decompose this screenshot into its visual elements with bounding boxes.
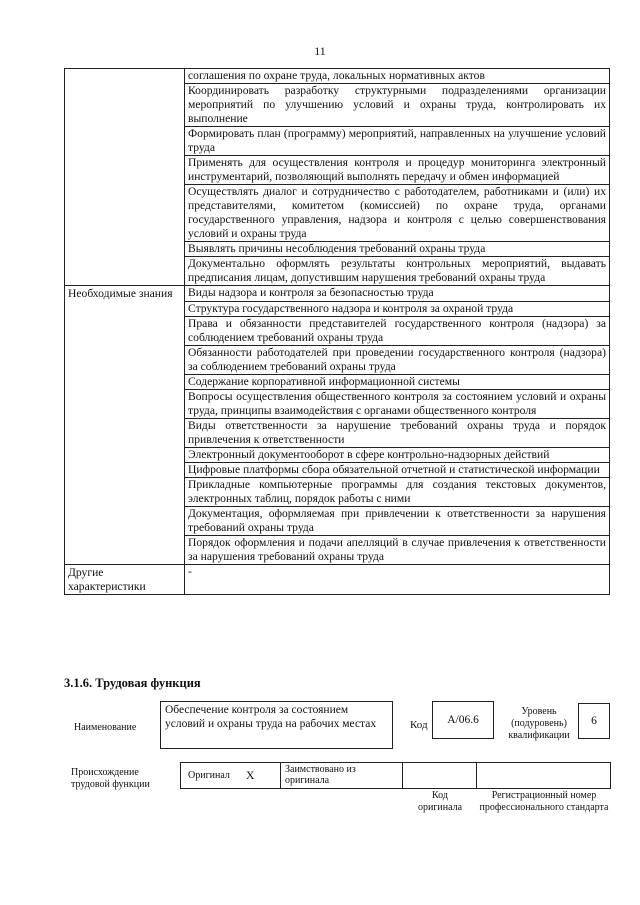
category-cell (65, 185, 185, 242)
category-cell (65, 84, 185, 127)
reg-number-caption: Регистрационный номер профессионального стандарта (479, 790, 609, 813)
table-row (65, 242, 610, 257)
table-row (65, 477, 610, 506)
level-label: Уровень (подуровень) квалификации (508, 706, 570, 741)
item-cell: - (185, 564, 610, 594)
table-row (65, 462, 610, 477)
table-row (65, 447, 610, 462)
item-cell: Порядок оформления и подачи апелляций в случае привлечения к ответственности за нарушения требований охраны труда (185, 535, 610, 564)
item-cell: Документация, оформляемая при привлечении к ответственности за нарушения требований охраны труда (185, 506, 610, 535)
item-cell: Осуществлять диалог и сотрудничество с работодателем, работниками и (или) их представителями, комитетом (комиссией) по охране труда, органами государственного управления, надзора и контроля с целью совершенствования условий и охраны труда (185, 185, 610, 242)
item-cell: Применять для осуществления контроля и процедур мониторинга электронный инструментарий, позволяющий выполнять передачу и обмен информацией (185, 156, 610, 185)
item-cell: Формировать план (программу) мероприятий, направленных на улучшение условий труда (185, 127, 610, 156)
category-cell (65, 257, 185, 286)
category-cell (65, 535, 185, 564)
category-cell: Другие характеристики (65, 564, 185, 594)
original-mark: X (245, 768, 255, 782)
category-cell (65, 389, 185, 418)
category-cell (65, 69, 185, 84)
origin-box (180, 762, 611, 789)
category-cell (65, 447, 185, 462)
skills-knowledge-table (64, 68, 610, 595)
function-name-box (160, 701, 393, 749)
item-cell: Структура государственного надзора и контроля за охраной труда (185, 301, 610, 316)
category-cell (65, 374, 185, 389)
table-row (65, 374, 610, 389)
table-row (65, 69, 610, 84)
table-row (65, 316, 610, 345)
original-label: Оригинал (188, 770, 230, 781)
category-cell (65, 316, 185, 345)
origin-code-cell (403, 763, 477, 788)
table-row (65, 564, 610, 594)
item-cell: Права и обязанности представителей государственного контроля (надзора) за соблюдением требований охраны труда (185, 316, 610, 345)
category-cell (65, 418, 185, 447)
page-number: 11 (314, 44, 326, 58)
table-row (65, 345, 610, 374)
table-row (65, 301, 610, 316)
category-cell (65, 301, 185, 316)
table-row (65, 156, 610, 185)
item-cell: Документально оформлять результаты контрольных мероприятий, выдавать предписания лицам, допустившим нарушения требований охраны труда (185, 257, 610, 286)
table-row (65, 185, 610, 242)
category-cell (65, 506, 185, 535)
item-cell: Выявлять причины несоблюдения требований охраны труда (185, 242, 610, 257)
item-cell: Прикладные компьютерные программы для создания текстовых документов, электронных таблиц, порядок работы с ними (185, 477, 610, 506)
item-cell: Вопросы осуществления общественного контроля за состоянием условий и охраны труда, принципы взаимодействия с органами общественного контроля (185, 389, 610, 418)
item-cell: Обязанности работодателей при проведении государственного контроля (надзора) за соблюдением требований охраны труда (185, 345, 610, 374)
category-cell (65, 156, 185, 185)
category-cell (65, 462, 185, 477)
code-label: Код (410, 719, 428, 731)
level-value: 6 (591, 715, 597, 727)
table-row (65, 535, 610, 564)
code-value: A/06.6 (447, 714, 479, 726)
level-box (578, 703, 610, 739)
table-row (65, 84, 610, 127)
category-cell (65, 345, 185, 374)
item-cell: Цифровые платформы сбора обязательной отчетной и статистической информации (185, 462, 610, 477)
table-row (65, 257, 610, 286)
item-cell: Содержание корпоративной информационной системы (185, 374, 610, 389)
category-cell (65, 127, 185, 156)
table-row (65, 286, 610, 302)
table-row (65, 127, 610, 156)
item-cell: Виды ответственности за нарушение требований охраны труда и порядок привлечения к ответственности (185, 418, 610, 447)
reg-number-cell (477, 763, 610, 788)
category-cell (65, 242, 185, 257)
category-cell (65, 477, 185, 506)
origin-label: Происхождение трудовой функции (71, 767, 150, 790)
item-cell: Электронный документооборот в сфере контрольно-надзорных действий (185, 447, 610, 462)
item-cell: Координировать разработку структурными подразделениями организации мероприятий по улучшению условий и охраны труда, контролировать их выполнение (185, 84, 610, 127)
borrowed-label: Заимствовано из оригинала (285, 764, 356, 786)
function-name: Обеспечение контроля за состоянием условий и охраны труда на рабочих местах (165, 704, 377, 730)
table-row (65, 389, 610, 418)
origin-code-caption: Код оригинала (417, 790, 463, 813)
name-label: Наименование (74, 722, 137, 733)
category-cell: Необходимые знания (65, 286, 185, 302)
item-cell: соглашения по охране труда, локальных нормативных актов (185, 69, 610, 84)
table-row (65, 506, 610, 535)
section-title: 3.1.6. Трудовая функция (64, 676, 201, 690)
table-row (65, 418, 610, 447)
code-box (432, 701, 494, 739)
item-cell: Виды надзора и контроля за безопасностью труда (185, 286, 610, 302)
